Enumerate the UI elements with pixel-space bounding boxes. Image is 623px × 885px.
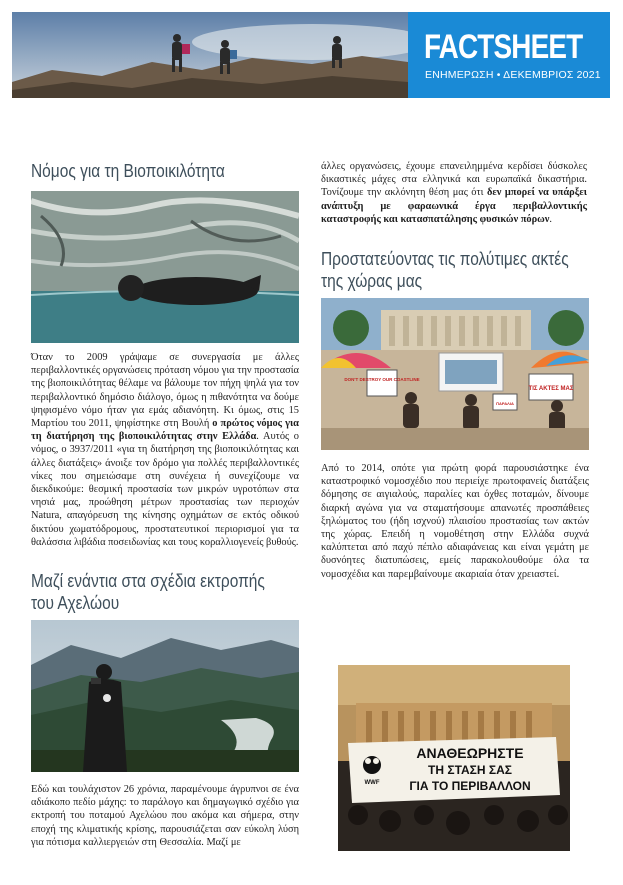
banner-line3: ΓΙΑ ΤΟ ΠΕΡΙΒΑΛΛΟΝ	[409, 779, 531, 793]
biodiversity-heading: Νόμος για τη Βιοποικιλότητα	[31, 161, 225, 181]
biodiversity-text-part2: . Αυτός ο νόμος, ο 3937/2011 «για τη διατήρηση της βιοποικιλότητας και άλλες διατάξεις» άνοιξε τον δρόμο για πολλές περιβαλλοντικές νίκες που σημειώσαμε στη συνέχεια ή συνεχίζουμε να διεκδικούμε: θεσμική προστασία των μικρών υγροτόπων στα νησιά μας, προώθηση μέτρων προστασίας των περιοχών Natura, απαγόρευση της κίνησης οχημάτων σε εκτός οδικού δικτύου χωματόδρομους, προστατευτικοί περιορισμοί για τα θαλάσσια λιβάδια ποσειδωνίας και τους κοραλλιογενείς βυθούς.	[31, 431, 299, 548]
continuation-bold: δεν μπορεί να υπάρξει ανάπτυξη με φαραωνικά έργα περιβαλλοντικής καταστροφής και κατασπατάλησης φυσικών πόρων	[321, 187, 587, 225]
factsheet-title: FACTSHEET	[424, 28, 583, 66]
factsheet-banner	[408, 12, 610, 98]
acheloos-river-photo	[31, 620, 299, 772]
coasts-text: Από το 2014, οπότε για πρώτη φορά παρουσιάστηκε ένα καταστροφικό νομοσχέδιο που περιείχε πρωτοφανείς διατάξεις δόμησης σε αιγιαλούς, παραλίες και όχθες ποταμών, δίνουμε διαρκή αγώνα για να σταματήσουμε απανωτές προσπάθειες ξηλώματος του (ήδη ισχνού) πλαισίου προστασίας των ακτών της χώρας. Επειδή η νομοθέτηση στην Ελλάδα συχνά καλύπτεται από παχύ πέπλο αδιαφάνειας και είναι γεμάτη με δυσνόητες διατυπώσεις, εμείς παρακολουθούμε όλα τα νομοσχέδια και παρεμβαίνουμε ακαριαία όταν χρειαστεί.	[321, 463, 589, 580]
acheloos-heading-line1: Μαζί ενάντια στα σχέδια εκτροπής	[31, 571, 265, 591]
parliament-banner-photo	[338, 665, 570, 851]
header-photo-hikers	[12, 12, 408, 98]
biodiversity-text	[31, 351, 299, 549]
coast-protest-photo	[321, 298, 589, 450]
factsheet-subtitle: ΕΝΗΜΕΡΩΣΗ • ΔΕΚΕΜΒΡΙΟΣ 2021	[425, 69, 601, 81]
biodiversity-text-part1: Όταν το 2009 γράψαμε σε συνεργασία με άλλες περιβαλλοντικές οργανώσεις πρόταση νόμου για την προστασία της βιοποικιλότητας θέλαμε να βάλουμε τον πήχη ψηλά για τον περιβαλλοντικό δημόσιο διάλογο, όμως η πιθανότητα να δούμε ψηφισμένο νόμο ήταν για εμάς αδιανόητη. Κι όμως, στις 15 Μαρτίου του 2011, ψηφίστηκε στη Βουλή	[31, 352, 299, 430]
continuation-end: .	[549, 213, 552, 225]
protest-sign-2: ΤΙΣ ΑΚΤΕΣ ΜΑΣ	[528, 386, 574, 392]
monk-seal-photo	[31, 191, 299, 343]
protest-sign-1: DON'T DESTROY OUR COASTLINE	[344, 377, 420, 382]
acheloos-text: Εδώ και τουλάχιστον 26 χρόνια, παραμένουμε άγρυπνοι σε ένα αδιάκοπο πεδίο μάχης: το παράλογο και δημαγωγικό σχέδιο για εκτροπή του ποταμού Αχελώου που ακόμα και σήμερα, στην εποχή της κλιματικής κρίσης, παρουσιάζεται σαν εύκολη λύση για πότισμα καλλιεργειών στη Θεσσαλία. Μαζί με	[31, 784, 299, 848]
biodiversity-text-bold: ο πρώτος νόμος για τη διατήρηση της βιοποικιλότητας στην Ελλάδα	[31, 418, 299, 443]
acheloos-continuation-text	[321, 160, 587, 226]
coasts-heading-line2: της χώρας μας	[321, 271, 423, 291]
coasts-heading-line1: Προστατεύοντας τις πολύτιμες ακτές	[321, 249, 569, 269]
banner-line2: ΤΗ ΣΤΑΣΗ ΣΑΣ	[428, 763, 512, 777]
acheloos-heading-line2: του Αχελώου	[31, 593, 120, 613]
protest-sign-3: ΠΑΡΑΛΙΑ	[496, 401, 514, 406]
banner-line1: ΑΝΑΘΕΩΡΗΣΤΕ	[416, 745, 524, 761]
continuation-part1: άλλες οργανώσεις, έχουμε επανειλημμένα κερδίσει δύσκολες δικαστικές μάχες στα ελληνικά και ευρωπαϊκά δικαστήρια. Τονίζουμε την ακλόνητη θέση μας ότι	[321, 161, 587, 199]
wwf-logo-text: WWF	[364, 780, 380, 786]
